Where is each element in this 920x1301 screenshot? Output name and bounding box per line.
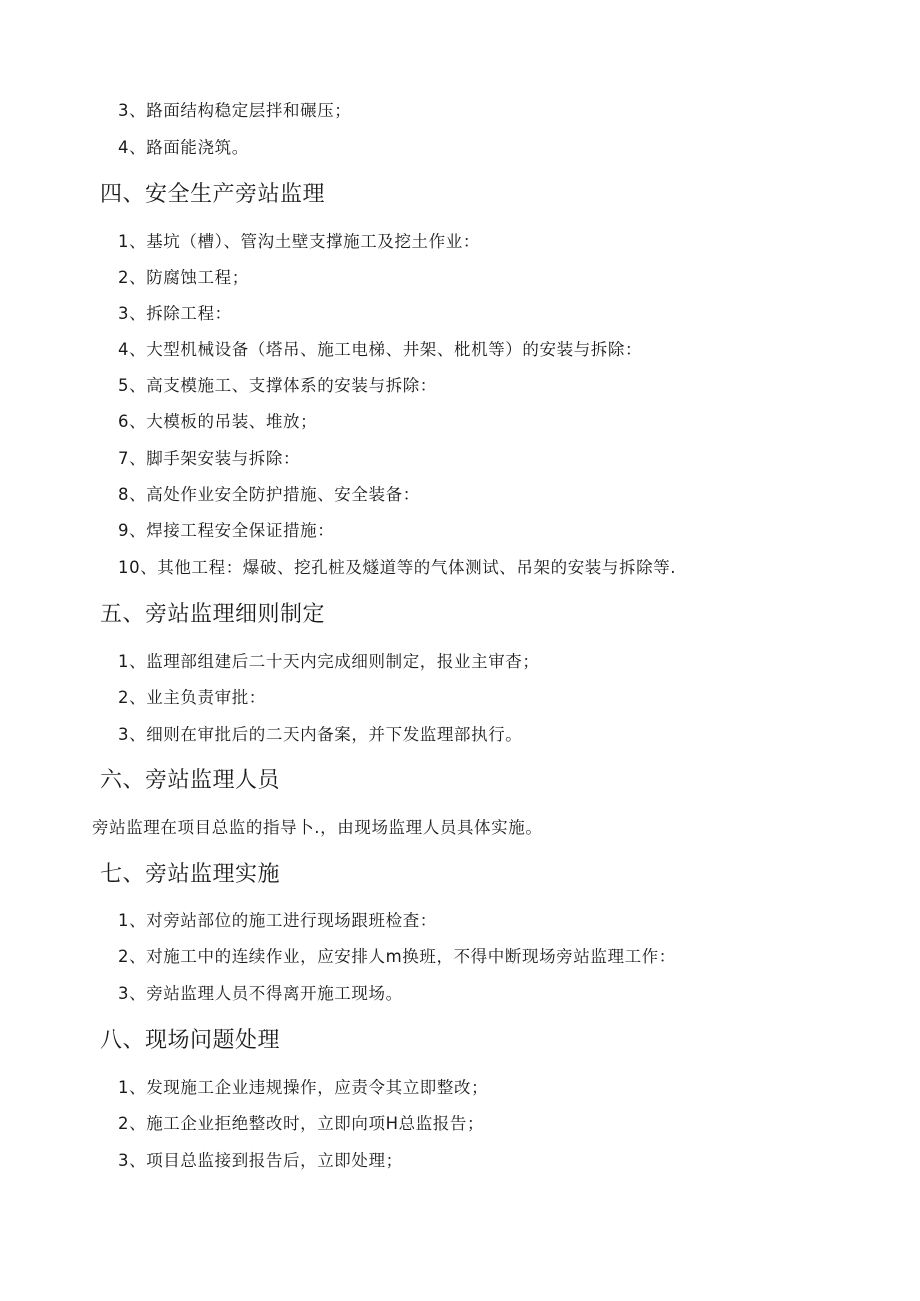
list-item: 1、发现施工企业违规操作，应责令其立即整改； — [118, 1078, 489, 1097]
section-heading: 五、旁站监理细则制定 — [100, 602, 326, 627]
paragraph: 旁站监理在项目总监的指导卜.，由现场监理人员具体实施。 — [92, 818, 543, 837]
list-item: 1、基坑（槽）、管沟土壁支撑施工及挖土作业： — [118, 232, 480, 251]
list-item: 1、监理部组建后二十天内完成细则制定，报业主审杳； — [118, 652, 540, 671]
list-item: 3、细则在审批后的二天内备案，并下发监理部执行。 — [118, 725, 523, 744]
section-heading: 六、旁站监理人员 — [100, 768, 281, 793]
list-item: 3、拆除工程： — [118, 304, 232, 323]
section-heading: 四、安全生产旁站监理 — [100, 182, 326, 207]
section-heading: 八、现场问题处理 — [100, 1028, 281, 1053]
list-item: 5、高支模施工、支撑体系的安装与拆除： — [118, 376, 437, 395]
list-item: 2、施工企业拒绝整改时，立即向项H总监报告； — [118, 1114, 485, 1133]
list-item: 3、旁站监理人员不得离开施工现场。 — [118, 984, 403, 1003]
list-item: 1、对旁站部位的施工进行现场跟班检査： — [118, 911, 437, 930]
list-item: 4、路面能浇筑。 — [118, 138, 249, 157]
list-item: 2、业主负责审批： — [118, 688, 266, 707]
list-item: 2、对施工中的连续作业，应安排人m换班，不得中断现场旁站监理工作： — [118, 947, 676, 966]
list-item: 6、大模板的吊装、堆放； — [118, 412, 318, 431]
list-item: 7、脚手架安装与拆除： — [118, 449, 301, 468]
list-item: 3、路面结构稳定层拌和碾压； — [118, 101, 352, 120]
list-item: 8、高处作业安全防护措施、安全装备： — [118, 485, 420, 504]
list-item: 3、项目总监接到报告后，立即处理； — [118, 1151, 403, 1170]
list-item: 9、焊接工程安全保证措施： — [118, 521, 335, 540]
list-item: 10、其他工程：爆破、挖孔桩及燧道等的气体测试、吊架的安装与拆除等. — [118, 558, 677, 577]
list-item: 2、防腐蚀工程； — [118, 268, 249, 287]
section-heading: 七、旁站监理实施 — [100, 862, 281, 887]
list-item: 4、大型机械设备（塔吊、施工电梯、井架、枇机等）的安装与拆除： — [118, 340, 643, 359]
